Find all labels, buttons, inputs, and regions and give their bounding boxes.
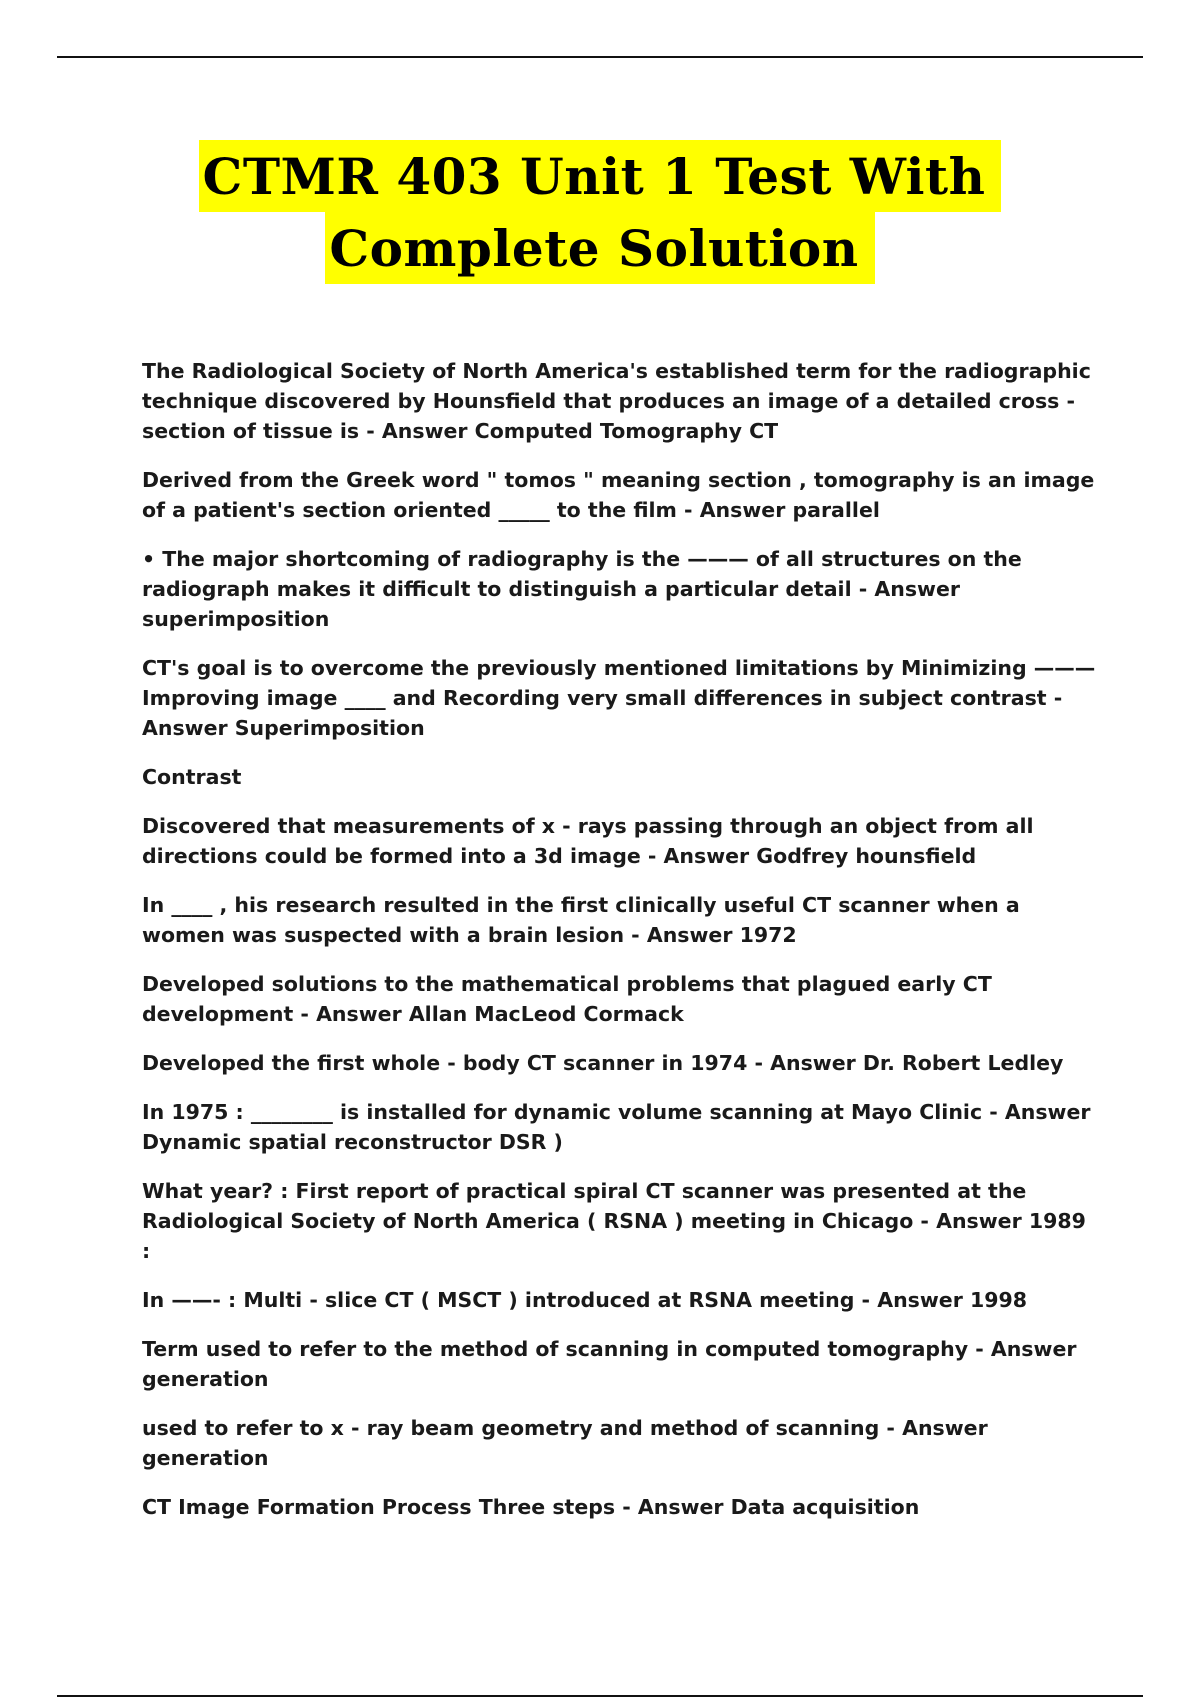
qa-entry: Developed solutions to the mathematical problems that plagued early CT development - Answer Allan MacLeod Cormack: [142, 972, 992, 1026]
qa-entry: In 1975 : ________ is installed for dynamic volume scanning at Mayo Clinic - Answer Dynamic spatial reconstructor DSR ): [142, 1100, 1091, 1154]
qa-entry: What year? : First report of practical spiral CT scanner was presented at the Radiological Society of North America ( RSNA ) meeting in Chicago - Answer 1989 :: [142, 1179, 1086, 1263]
qa-entry: In ____ , his research resulted in the first clinically useful CT scanner when a women was suspected with a brain lesion - Answer 1972: [142, 893, 1020, 947]
qa-entry: used to refer to x - ray beam geometry and method of scanning - Answer generation: [142, 1416, 988, 1470]
bottom-rule: [57, 1695, 1143, 1697]
qa-entry: CT Image Formation Process Three steps - Answer Data acquisition: [142, 1495, 920, 1519]
qa-entry: Contrast: [142, 765, 242, 789]
qa-entry: Term used to refer to the method of scanning in computed tomography - Answer generation: [142, 1337, 1077, 1391]
title-line-1: CTMR 403 Unit 1 Test With: [199, 140, 1002, 212]
qa-entry: Discovered that measurements of x - rays passing through an object from all directions could be formed into a 3d image - Answer Godfrey hounsfield: [142, 814, 1034, 868]
qa-entry: • The major shortcoming of radiography is the ——— of all structures on the radiograph makes it difficult to distinguish a particular detail - Answer superimposition: [142, 547, 1022, 631]
top-rule: [57, 56, 1143, 58]
document-title: [0, 140, 1200, 284]
title-line-2: Complete Solution: [325, 212, 874, 284]
qa-entry: Derived from the Greek word " tomos " meaning section , tomography is an image of a patient's section oriented _____ to the film - Answer parallel: [142, 468, 1095, 522]
question-answer-list: [142, 356, 1097, 1541]
qa-entry: The Radiological Society of North America's established term for the radiographic technique discovered by Hounsfield that produces an image of a detailed cross - section of tissue is - Answer Computed Tomography CT: [142, 359, 1091, 443]
qa-entry: CT's goal is to overcome the previously mentioned limitations by Minimizing ——— Improving image ____ and Recording very small differences in subject contrast - Answer Superimposition: [142, 656, 1096, 740]
qa-entry: In ——- : Multi - slice CT ( MSCT ) introduced at RSNA meeting - Answer 1998: [142, 1288, 1028, 1312]
qa-entry: Developed the first whole - body CT scanner in 1974 - Answer Dr. Robert Ledley: [142, 1051, 1064, 1075]
